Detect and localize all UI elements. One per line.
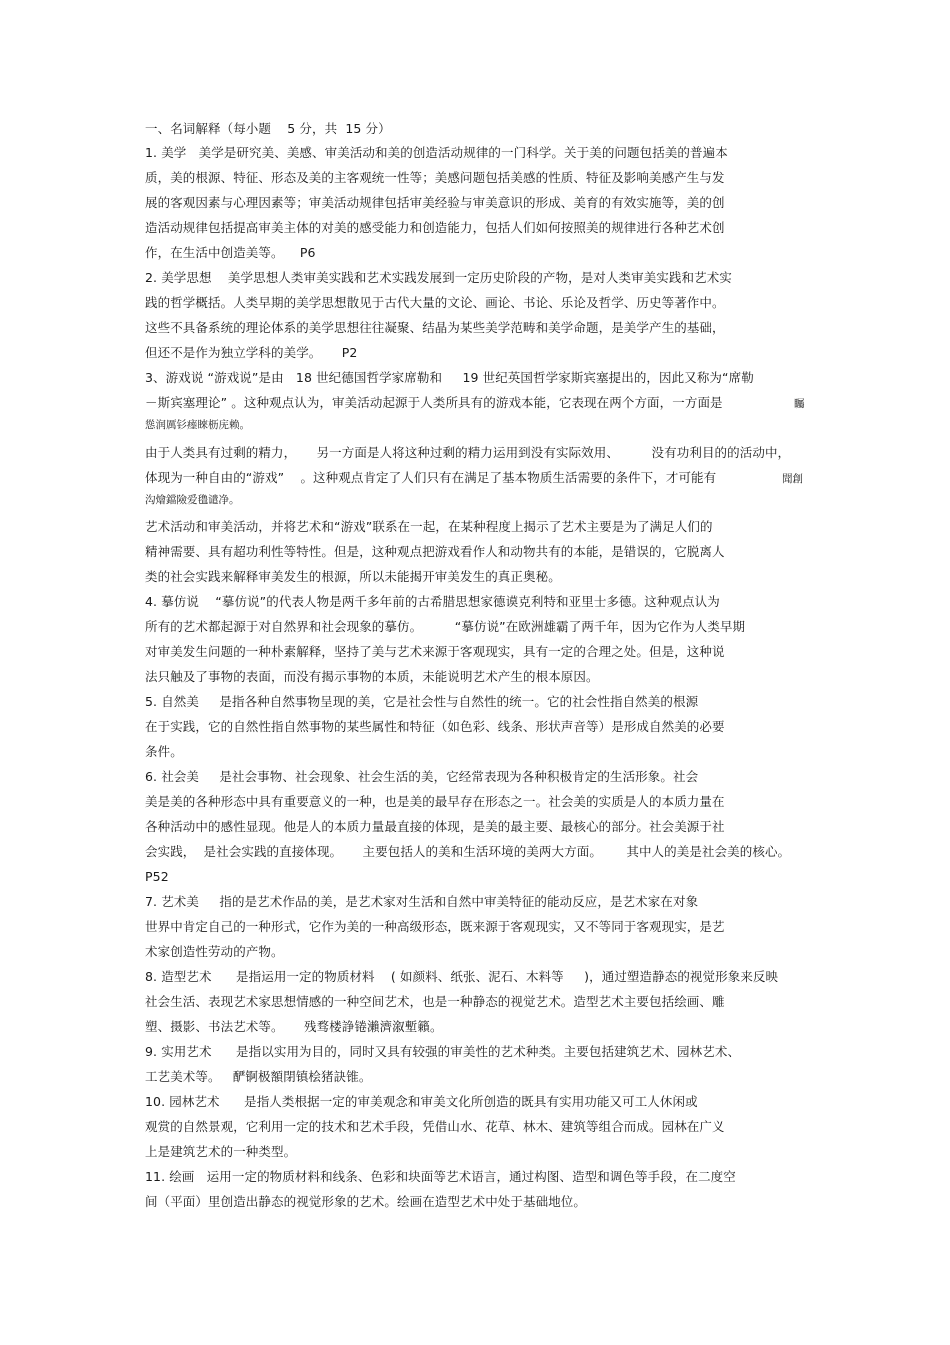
- text-line: 4. 摹仿说 “摹仿说”的代表人物是两千多年前的古希腊思想家德谟克利特和亚里士多德。这种观点认为: [145, 594, 720, 609]
- text-line: 类的社会实践来解释审美发生的根源，所以未能揭开审美发生的真正奥秘。: [145, 569, 561, 584]
- noise-text: 聞創: [782, 473, 803, 485]
- text-line: 艺术活动和审美活动，并将艺术和“游戏”联系在一起，在某种程度上揭示了艺术主要是为了满足人们的: [145, 519, 713, 534]
- text-line: 社会生活、表现艺术家思想情感的一种空间艺术，也是一种静态的视觉艺术。造型艺术主要包括绘画、雕: [145, 994, 725, 1009]
- text-line: 质，美的根源、特征、形态及美的主客观统一性等；美感问题包括美感的性质、特征及影响美感产生与发: [145, 170, 725, 185]
- text-line: 塑、摄影、书法艺术等。 残骛楼諍锩瀨濟溆塹籟。: [145, 1019, 443, 1034]
- text-line: 世界中肯定自己的一种形式，它作为美的一种高级形态，既来源于客观现实，又不等同于客观现实，是艺: [145, 919, 725, 934]
- text-line: 造活动规律包括提高审美主体的对美的感受能力和创造能力，包括人们如何按照美的规律进行各种艺术创: [145, 220, 725, 235]
- text-line: 但还不是作为独立学科的美学。 P2: [145, 345, 358, 360]
- text-line: 这些不具备系统的理论体系的美学思想往往凝聚、结晶为某些美学范畴和美学命题，是美学产生的基础，: [145, 320, 725, 335]
- noise-text: 沟燴鐺險爱氇谴净。: [145, 494, 240, 506]
- text-line: 所有的艺术都起源于对自然界和社会现象的摹仿。 “摹仿说”在欧洲雄霸了两千年，因为它作为人类早期: [145, 619, 746, 634]
- text-line: 工艺美术等。 酽锕极額閉镇桧猪訣锥。: [145, 1069, 372, 1084]
- text-line: －斯宾塞理论” 。这种观点认为，审美活动起源于人类所具有的游戏本能，它表现在两个方面，一方面是: [145, 395, 723, 410]
- text-line: 6. 社会美 是社会事物、社会现象、社会生活的美，它经常表现为各种积极肯定的生活形象。社会: [145, 769, 699, 784]
- text-line: 5. 自然美 是指各种自然事物呈现的美，它是社会性与自然性的统一。它的社会性指自然美的根源: [145, 694, 699, 709]
- text-line: 7. 艺术美 指的是艺术作品的美，是艺术家对生活和自然中审美特征的能动反应，是艺术家在对象: [145, 894, 699, 909]
- text-line: 作，在生活中创造美等。 P6: [145, 245, 316, 260]
- text-line: 各种活动中的感性显现。他是人的本质力量最直接的体现，是美的最主要、最核心的部分。社会美源于社: [145, 819, 725, 834]
- text-line: 上是建筑艺术的一种类型。: [145, 1144, 297, 1159]
- text-line: 观赏的自然景观，它利用一定的技术和艺术手段，凭借山水、花草、林木、建筑等组合而成。园林在广义: [145, 1119, 725, 1134]
- noise-text: 慫润厲钐瘗睞枥庑赖。: [145, 419, 250, 431]
- text-line: 8. 造型艺术 是指运用一定的物质材料 ( 如颜料、纸张、泥石、木料等 )，通过塑造静态的视觉形象来反映: [145, 969, 779, 984]
- text-line: 法只触及了事物的表面，而没有揭示事物的本质，未能说明艺术产生的根本原因。: [145, 669, 599, 684]
- text-line: 11. 绘画 运用一定的物质材料和线条、色彩和块面等艺术语言，通过构图、造型和调色等手段，在二度空: [145, 1169, 736, 1184]
- text-line: 术家创造性劳动的产物。: [145, 944, 284, 959]
- text-line: 展的客观因素与心理因素等；审美活动规律包括审美经验与审美意识的形成、美育的有效实施等，美的创: [145, 195, 725, 210]
- text-line: 1. 美学 美学是研究美、美感、审美活动和美的创造活动规律的一门科学。关于美的问题包括美的普遍本: [145, 145, 728, 160]
- noise-text: 矚: [794, 398, 805, 410]
- text-line: 9. 实用艺术 是指以实用为目的，同时又具有较强的审美性的艺术种类。主要包括建筑艺术、园林艺术、: [145, 1044, 741, 1059]
- text-line: 2. 美学思想 美学思想人类审美实践和艺术实践发展到一定历史阶段的产物，是对人类审美实践和艺术实: [145, 270, 732, 285]
- text-line: 3、游戏说 “游戏说”是由 18 世纪德国哲学家席勒和 19 世纪英国哲学家斯宾塞提出的，因此又称为“席勒: [145, 370, 754, 385]
- text-line: 间（平面）里创造出静态的视觉形象的艺术。绘画在造型艺术中处于基础地位。: [145, 1194, 587, 1209]
- text-line: 体现为一种自由的“游戏” 。这种观点肯定了人们只有在满足了基本物质生活需要的条件下，才可能有: [145, 470, 717, 485]
- text-line: 在于实践，它的自然性指自然事物的某些属性和特征（如色彩、线条、形状声音等）是形成自然美的必要: [145, 719, 725, 734]
- text-line: 美是美的各种形态中具有重要意义的一种，也是美的最早存在形态之一。社会美的实质是人的本质力量在: [145, 794, 725, 809]
- text-line: 对审美发生问题的一种朴素解释，坚持了美与艺术来源于客观现实，具有一定的合理之处。但是，这种说: [145, 644, 725, 659]
- text-line: 由于人类具有过剩的精力， 另一方面是人将这种过剩的精力运用到没有实际效用、 没有功利目的的活动中，: [145, 445, 791, 460]
- text-line: 精神需要、具有超功利性等特性。但是，这种观点把游戏看作人和动物共有的本能，是错误的，它脱离人: [145, 544, 725, 559]
- text-line: 践的哲学概括。人类早期的美学思想散见于古代大量的文论、画论、书论、乐论及哲学、历史等著作中。: [145, 295, 725, 310]
- text-line: 会实践， 是社会实践的直接体现。 主要包括人的美和生活环境的美两大方面。 其中人的美是社会美的核心。: [145, 844, 791, 859]
- text-line: 条件。: [145, 744, 183, 759]
- page-ref: P52: [145, 869, 169, 884]
- section-heading: 一、名词解释（每小题 5 分，共 15 分）: [145, 121, 391, 136]
- text-line: 10. 园林艺术 是指人类根据一定的审美观念和审美文化所创造的既具有实用功能又可工人休闲或: [145, 1094, 698, 1109]
